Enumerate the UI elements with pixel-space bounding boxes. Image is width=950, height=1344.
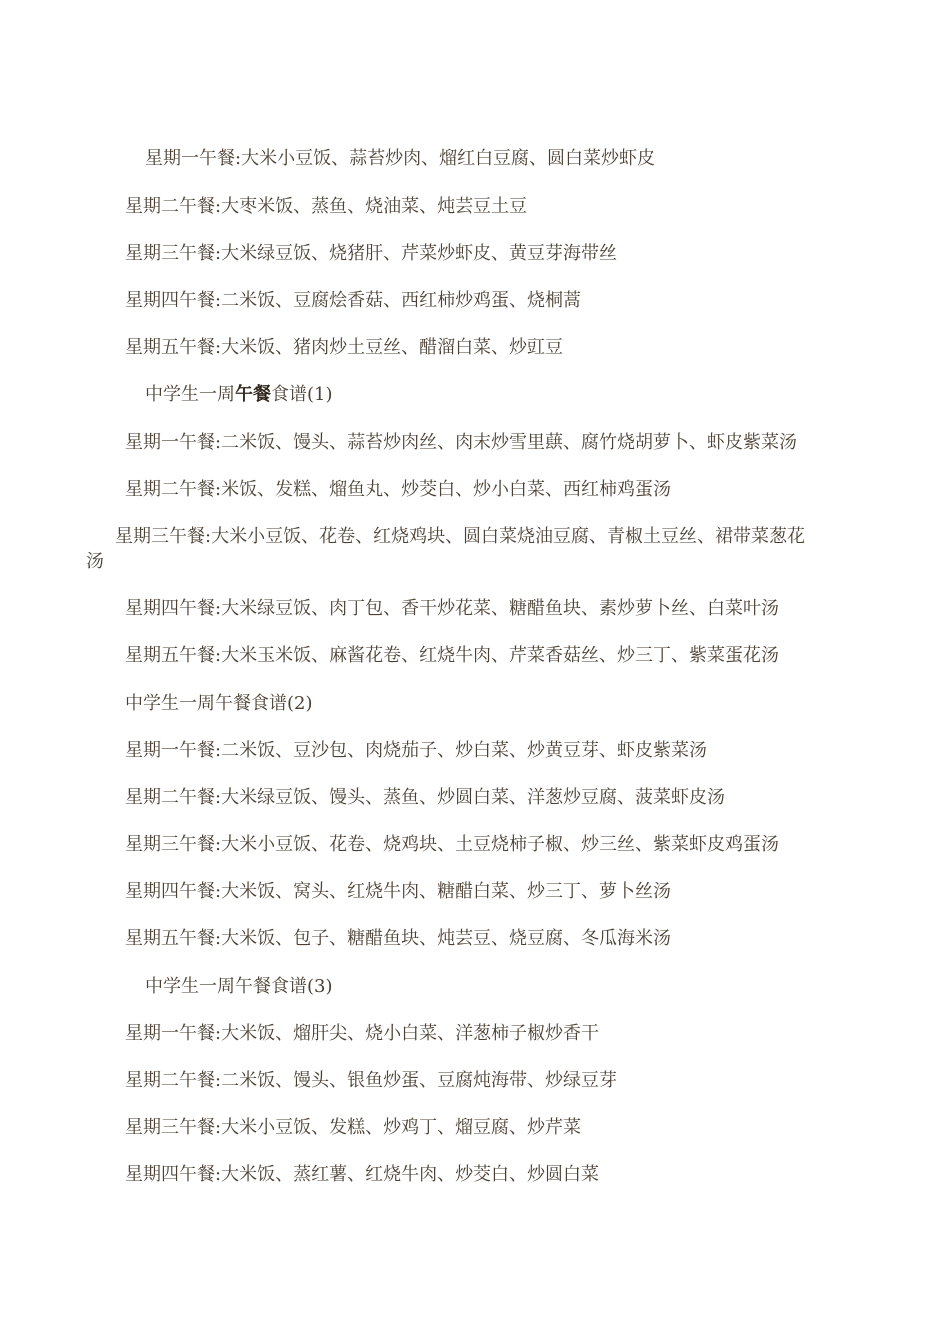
menu0-friday: 星期五午餐:大米饭、猪肉炒土豆丝、醋溜白菜、炒豇豆 <box>125 337 564 358</box>
menu2-thursday: 星期四午餐:大米饭、窝头、红烧牛肉、糖醋白菜、炒三丁、萝卜丝汤 <box>125 881 672 902</box>
menu0-monday: 星期一午餐:大米小豆饭、蒜苔炒肉、熘红白豆腐、圆白菜炒虾皮 <box>145 148 656 169</box>
menu3-monday: 星期一午餐:大米饭、熘肝尖、烧小白菜、洋葱柿子椒炒香干 <box>125 1023 600 1044</box>
menu1-wednesday-line1: 星期三午餐:大米小豆饭、花卷、红烧鸡块、圆白菜烧油豆腐、青椒土豆丝、裙带菜葱花 <box>115 526 806 547</box>
menu1-monday: 星期一午餐:二米饭、馒头、蒜苔炒肉丝、肉末炒雪里蕻、腐竹烧胡萝卜、虾皮紫菜汤 <box>125 432 798 453</box>
menu1-wednesday-line2: 汤 <box>86 551 104 572</box>
menu1-friday: 星期五午餐:大米玉米饭、麻酱花卷、红烧牛肉、芹菜香菇丝、炒三丁、紫菜蛋花汤 <box>125 645 780 666</box>
menu0-thursday: 星期四午餐:二米饭、豆腐烩香菇、西红柿炒鸡蛋、烧桐蒿 <box>125 290 582 311</box>
menu2-friday: 星期五午餐:大米饭、包子、糖醋鱼块、炖芸豆、烧豆腐、冬瓜海米汤 <box>125 928 672 949</box>
menu3-tuesday: 星期二午餐:二米饭、馒头、银鱼炒蛋、豆腐炖海带、炒绿豆芽 <box>125 1070 618 1091</box>
menu1-title-post: 食谱(1) <box>271 384 333 405</box>
menu0-tuesday: 星期二午餐:大枣米饭、蒸鱼、烧油菜、炖芸豆土豆 <box>125 196 528 217</box>
menu1-title <box>145 383 333 407</box>
menu2-title: 中学生一周午餐食谱(2) <box>125 693 313 714</box>
menu2-monday: 星期一午餐:二米饭、豆沙包、肉烧茄子、炒白菜、炒黄豆芽、虾皮紫菜汤 <box>125 740 708 761</box>
menu2-tuesday: 星期二午餐:大米绿豆饭、馒头、蒸鱼、炒圆白菜、洋葱炒豆腐、菠菜虾皮汤 <box>125 787 726 808</box>
menu1-tuesday: 星期二午餐:米饭、发糕、熘鱼丸、炒茭白、炒小白菜、西红柿鸡蛋汤 <box>125 479 672 500</box>
menu3-title: 中学生一周午餐食谱(3) <box>145 976 333 997</box>
menu1-title-pre: 中学生一周 <box>145 384 235 405</box>
menu3-thursday: 星期四午餐:大米饭、蒸红薯、红烧牛肉、炒茭白、炒圆白菜 <box>125 1164 600 1185</box>
menu3-wednesday: 星期三午餐:大米小豆饭、发糕、炒鸡丁、熘豆腐、炒芹菜 <box>125 1117 582 1138</box>
menu0-wednesday: 星期三午餐:大米绿豆饭、烧猪肝、芹菜炒虾皮、黄豆芽海带丝 <box>125 243 618 264</box>
menu2-wednesday: 星期三午餐:大米小豆饭、花卷、烧鸡块、土豆烧柿子椒、炒三丝、紫菜虾皮鸡蛋汤 <box>125 834 780 855</box>
menu1-thursday: 星期四午餐:大米绿豆饭、肉丁包、香干炒花菜、糖醋鱼块、素炒萝卜丝、白菜叶汤 <box>125 598 780 619</box>
menu1-title-bold: 午餐 <box>235 384 271 405</box>
